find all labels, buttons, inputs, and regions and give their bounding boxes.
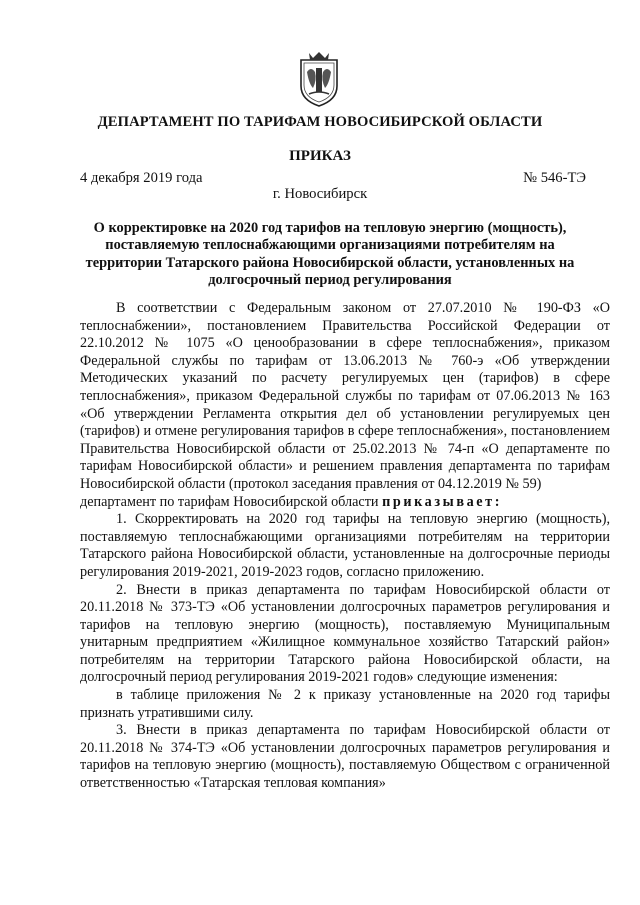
order-number: № 546-ТЭ	[523, 170, 586, 186]
order-city: г. Новосибирск	[272, 186, 368, 202]
document-type: ПРИКАЗ	[289, 148, 351, 164]
coat-of-arms-icon	[297, 50, 341, 108]
order-intro-paragraph	[80, 494, 610, 512]
order-date: 4 декабря 2019 года	[80, 170, 203, 186]
department-name: ДЕПАРТАМЕНТ ПО ТАРИФАМ НОВОСИБИРСКОЙ ОБЛАСТИ	[97, 114, 543, 130]
order-subject: О корректировке на 2020 год тарифов на тепловую энергию (мощность), поставляемую теплоснабжающими организациями потребителям на территории Татарского района Новосибирской области, установленных на долгосрочный период регулирования	[85, 220, 575, 289]
item-2-sub-paragraph: в таблице приложения № 2 к приказу установленные на 2020 год тарифы признать утратившими силу.	[80, 687, 610, 721]
order-intro-text: департамент по тарифам Новосибирской области	[80, 493, 379, 510]
item-1-paragraph: 1. Скорректировать на 2020 год тарифы на тепловую энергию (мощность), поставляемую теплоснабжающими организациями потребителям на территории Татарского района Новосибирской области, установленные на долгосрочные периоды регулирования 2019-2021, 2019-2023 годов, согласно приложению.	[80, 511, 610, 580]
order-keyword: приказывает:	[382, 493, 503, 510]
order-body	[80, 300, 610, 793]
item-2-paragraph: 2. Внести в приказ департамента по тарифам Новосибирской области от 20.11.2018 № 373-ТЭ «Об установлении долгосрочных параметров регулирования и тарифов на тепловую энергию (мощность), поставляемую Муниципальным унитарным предприятием «Жилищное коммунальное хозяйство Татарский район» потребителям на территории Татарского района Новосибирской области, на долгосрочный период регулирования 2019-2021 годов» следующие изменения:	[80, 581, 610, 686]
item-3-paragraph: 3. Внести в приказ департамента по тарифам Новосибирской области от 20.11.2018 № 374-ТЭ «Об установлении долгосрочных параметров регулирования и тарифов на тепловую энергию (мощность), поставляемую Обществом с ограниченной ответственностью «Татарская тепловая компания»	[80, 722, 610, 792]
preamble-paragraph: В соответствии с Федеральным законом от 27.07.2010 № 190-ФЗ «О теплоснабжении», постановлением Правительства Российской Федерации от 22.10.2012 № 1075 «О ценообразовании в сфере теплоснабжения», приказом Федеральной службы по тарифам от 13.06.2013 № 760-э «Об утверждении Методических указаний по расчету регулируемых цен (тарифов) в сфере теплоснабжения», приказом Федеральной службы по тарифам от 07.06.2013 № 163 «Об утверждении Регламента открытия дел об установлении регулируемых цен (тарифов) и отмене регулирования тарифов в сфере теплоснабжения», постановлением Правительства Новосибирской области от 25.02.2013 № 74-п «О департаменте по тарифам Новосибирской области» и решением правления департамента по тарифам Новосибирской области (протокол заседания правления от 04.12.2019 № 59)	[80, 300, 610, 492]
